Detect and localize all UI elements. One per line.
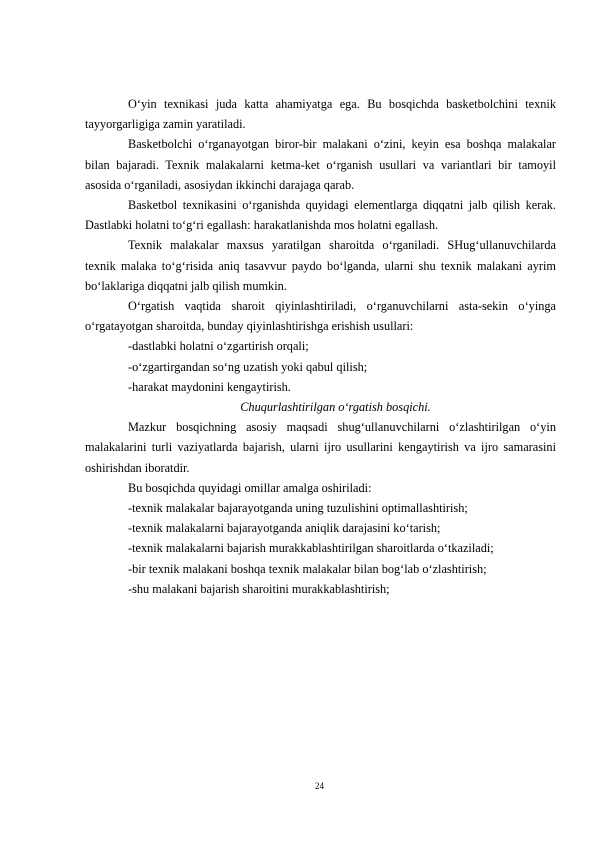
document-body — [85, 94, 556, 599]
paragraph: Texnik malakalar maxsus yaratilgan sharoitda o‘rganiladi. SHug‘ullanuvchilarda texnik malaka to‘g‘risida aniq tasavvur paydo bo‘lganda, ularni shu texnik malakani ayrim bo‘laklariga diqqatni jalb qilish mumkin. — [85, 238, 556, 293]
list-item: -bir texnik malakani boshqa texnik malakalar bilan bog‘lab o‘zlashtirish; — [128, 561, 487, 576]
page-number: 24 — [315, 781, 324, 791]
list-item: -o‘zgartirgandan so‘ng uzatish yoki qabul qilish; — [128, 359, 368, 374]
paragraph: Basketbolchi o‘rganayotgan biror-bir malakani o‘zini, keyin esa boshqa malakalar bilan bajaradi. Texnik malakalarni ketma-ket o‘rganish usullari va variantlari bir tamoyil asosida o‘rganiladi, asosiydan ikkinchi darajaga qarab. — [85, 137, 556, 192]
list-item: -dastlabki holatni o‘zgartirish orqali; — [128, 339, 309, 354]
list-item: -shu malakani bajarish sharoitini murakkablashtirish; — [128, 581, 390, 596]
paragraph: Mazkur bosqichning asosiy maqsadi shug‘ullanuvchilarni o‘zlashtirilgan o‘yin malakalarini turli vaziyatlarda bajarish, ularni ijro usullarini kengaytirish va ijro samarasini oshirishdan iboratdir. — [85, 420, 556, 475]
paragraph: O‘rgatish vaqtida sharoit qiyinlashtiriladi, o‘rganuvchilarni asta-sekin o‘yinga o‘rgatayotgan sharoitda, bunday qiyinlashtirishga erishish usullari: — [85, 299, 556, 334]
list-item: -texnik malakalarni bajarish murakkablashtirilgan sharoitlarda o‘tkaziladi; — [128, 541, 494, 556]
list-item: -texnik malakalar bajarayotganda uning tuzulishini optimallashtirish; — [128, 501, 468, 516]
paragraph: O‘yin texnikasi juda katta ahamiyatga ega. Bu bosqichda basketbolchini texnik tayyorgarligiga zamin yaratiladi. — [85, 97, 556, 132]
list-item: -harakat maydonini kengaytirish. — [128, 379, 291, 394]
paragraph: Basketbol texnikasini o‘rganishda quyidagi elementlarga diqqatni jalb qilish kerak. Dastlabki holatni to‘g‘ri egallash: harakatlanishda mos holatni egallash. — [85, 198, 556, 233]
list-item: -texnik malakalarni bajarayotganda aniqlik darajasini ko‘tarish; — [128, 521, 441, 536]
intro-line: Bu bosqichda quyidagi omillar amalga oshiriladi: — [128, 480, 372, 495]
section-heading: Chuqurlashtirilgan o‘rgatish bosqichi. — [240, 400, 431, 415]
